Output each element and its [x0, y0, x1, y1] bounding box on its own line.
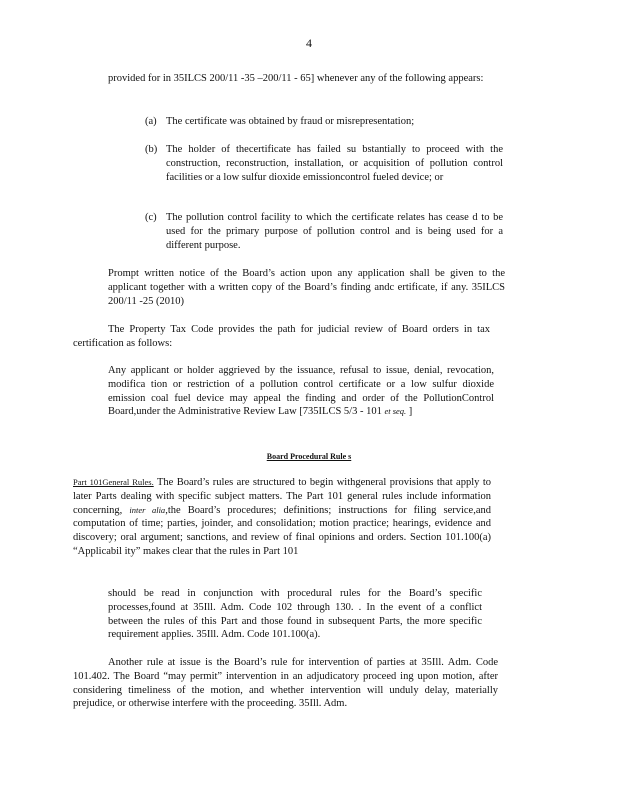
- tax-code-paragraph: [73, 323, 490, 351]
- intervention-paragraph: [73, 656, 498, 711]
- quoted-statute: [108, 364, 494, 419]
- quote-end: ]: [408, 406, 413, 418]
- section-heading: Board Procedural Rule s: [266, 452, 352, 461]
- condition-label: (c): [145, 212, 157, 223]
- condition-label: (b): [145, 144, 158, 155]
- quote-italic: et seq.: [384, 406, 407, 417]
- part101-text-cont: ,the Board’s procedures; definitions; instructions for filing service,and computation of time; parties, joinder, and consolidation; motion practice; hearings, evidence and discovery; oral argument; sanctions, and review of final opinions and orders. Section 101.100(a) “Applicabil ity” makes clear that the rules in Part 101: [73, 504, 492, 557]
- notice-paragraph: [108, 267, 505, 308]
- part101-paragraph: [73, 476, 491, 559]
- part101-text: The Board’s rules are structured to begin withgeneral provisions that apply to later Parts dealing with specific subject matters. The Part 101 general rules include information concerning,: [73, 477, 491, 516]
- condition-text: The certificate was obtained by fraud or misrepresentation;: [166, 116, 415, 127]
- quote-text: Any applicant or holder aggrieved by the issuance, refusal to issue, denial, revocation, modifica tion or restriction of a pollution control certificate or a low sulfur dioxide emission coal fuel device may appeal the finding and order of the PollutionControl Board,under the Administrative Review Law [735ILCS 5/3 - 101: [108, 365, 494, 418]
- part101-label: Part 101General Rules.: [73, 477, 154, 487]
- notice-text: Prompt written notice of the Board’s action upon any application shall be given to the applicant together with a written copy of the Board’s finding andc ertificate, if any. 35ILCS 200/11 -25 (2010): [108, 268, 505, 307]
- intro-text: provided for in 35ILCS 200/11 -35 –200/11 - 65] whenever any of the following appears:: [108, 73, 484, 84]
- tax-code-text: The Property Tax Code provides the path for judicial review of Board orders in tax certification as follows:: [73, 324, 490, 349]
- intro-paragraph: [108, 72, 488, 86]
- part101-quote: [108, 587, 482, 642]
- intervention-text: Another rule at issue is the Board’s rule for intervention of parties at 35Ill. Adm. Code 101.402. The Board “may permit” intervention in an adjudicatory proceed ing upon motion, after considering timeliness of the motion, and whether intervention will unduly delay, materially prejudice, or otherwise interfere with the proceeding. 35Ill. Adm.: [73, 657, 498, 710]
- condition-label: (a): [145, 116, 157, 127]
- part101-quote-text: should be read in conjunction with procedural rules for the Board’s specific processes,found at 35Ill. Adm. Code 102 through 130. . In the event of a conflict between the rules of this Part and those found in subsequent Parts, the more specific requirement applies. 35Ill. Adm. Code 101.100(a).: [108, 588, 482, 641]
- page-number: 4: [306, 36, 312, 50]
- condition-text: The holder of thecertificate has failed su bstantially to proceed with the construction, reconstruction, installation, or acquisition of pollution control facilities or a low sulfur dioxide emissioncontrol fueled device; or: [166, 144, 503, 183]
- part101-italic: inter alia: [129, 504, 166, 515]
- condition-text: The pollution control facility to which the certificate relates has cease d to be used for the primary purpose of pollution control and is being used for a different purpose.: [166, 212, 503, 251]
